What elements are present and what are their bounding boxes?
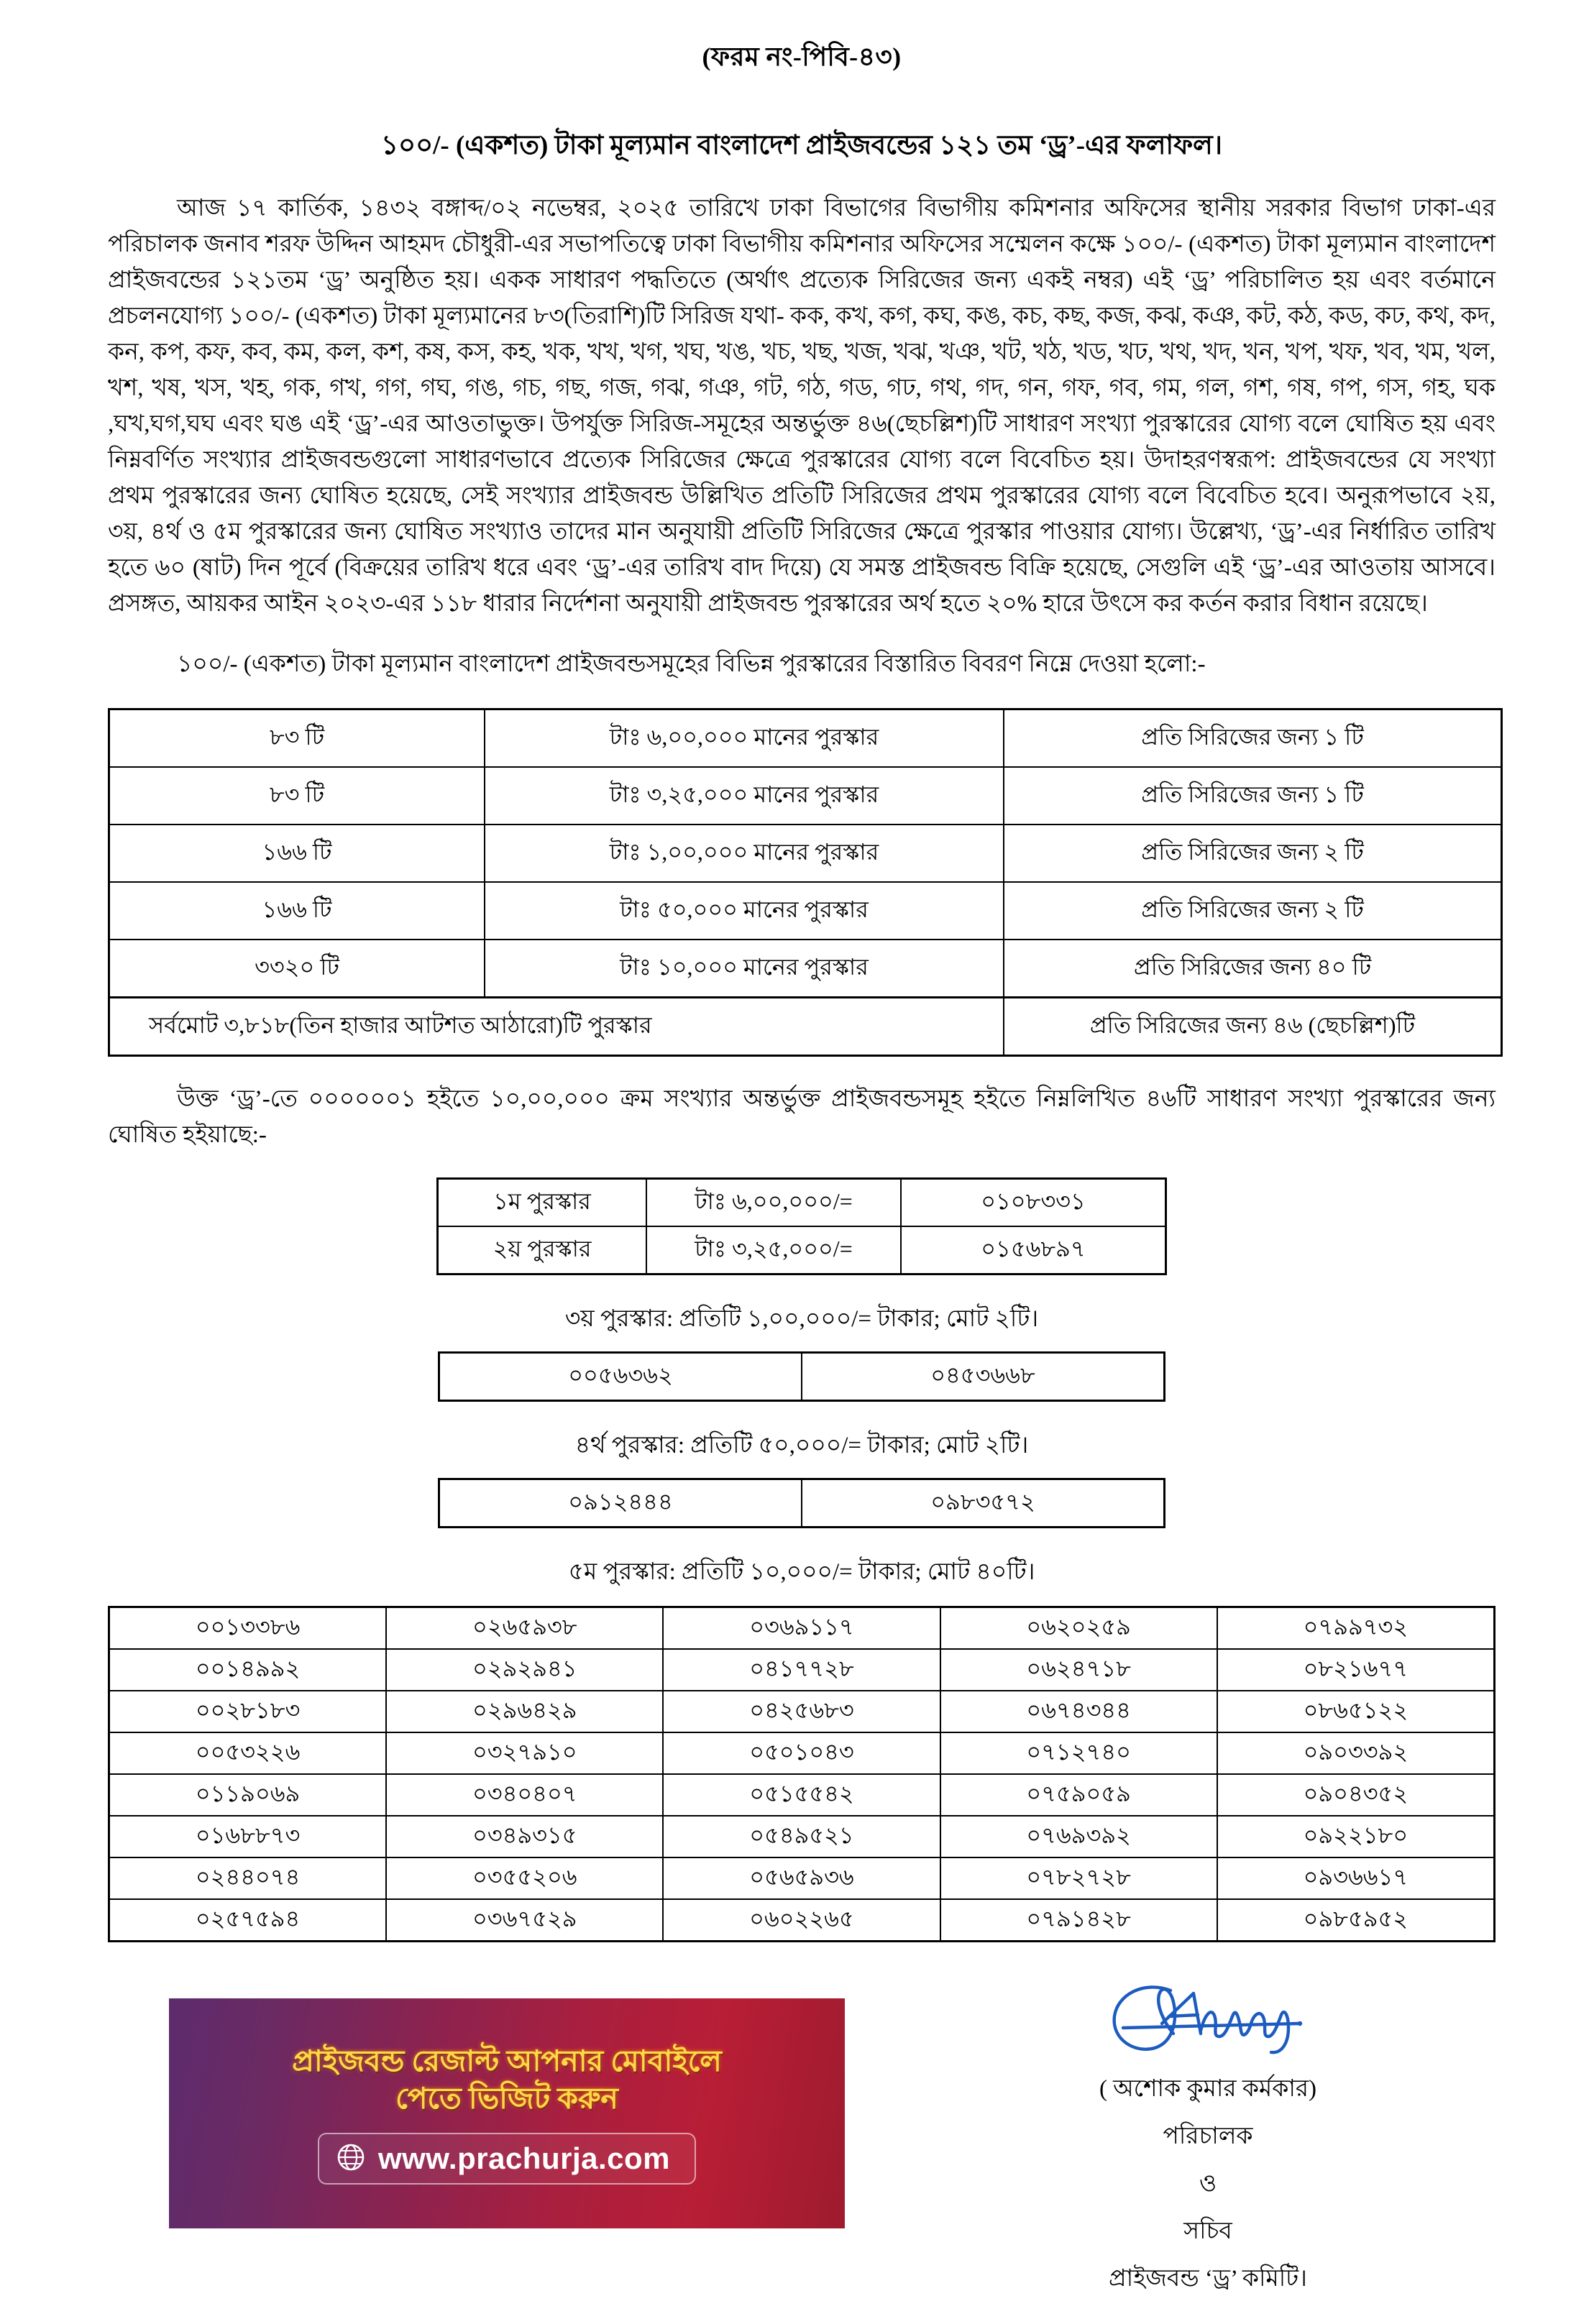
table-row [438,1179,1166,1227]
structure-value: টাঃ ১০,০০০ মানের পুরস্কার [485,940,1004,998]
fifth-prize-number: ০৩৬৭৫২৯ [386,1899,663,1942]
table-row [109,1774,1495,1816]
fifth-prize-number: ০৭১২৭৪০ [940,1732,1217,1774]
signatory-role-secretary: সচিব [1183,2218,1232,2244]
fifth-prize-number: ০৭৮২৭২৮ [940,1857,1217,1899]
fifth-prize-number: ০৫৪৯৫২১ [663,1816,940,1857]
third-prize-number: ০৪৫৩৬৬৮ [802,1353,1165,1401]
fifth-prize-table [108,1606,1495,1942]
structure-count: ১৬৬ টি [109,825,485,882]
fourth-prize-table [438,1478,1165,1528]
signatory-name: ( অশোক কুমার কর্মকার) [1099,2076,1317,2102]
fifth-prize-number: ০৬২৪৭১৮ [940,1649,1217,1691]
table-row [438,1226,1166,1274]
structure-per-series: প্রতি সিরিজের জন্য ৪০ টি [1004,940,1502,998]
fifth-prize-number: ০৯৩৬৬১৭ [1217,1857,1495,1899]
fifth-prize-number: ০৫৬৫৯৩৬ [663,1857,940,1899]
second-prize-label: ২য় পুরস্কার [438,1226,647,1274]
prize-4-wrap [108,1466,1495,1528]
fifth-prize-number: ০৩২৭৯১০ [386,1732,663,1774]
fourth-prize-heading: ৪র্থ পুরস্কার: প্রতিটি ৫০,০০০/= টাকার; মোট ২টি। [574,1433,1029,1459]
intro-paragraph: আজ ১৭ কার্তিক, ১৪৩২ বঙ্গাব্দ/০২ নভেম্বর, ২০২৫ তারিখে ঢাকা বিভাগের বিভাগীয় কমিশনার অফিসের স্থানীয় সরকার বিভাগ ঢাকা-এর পরিচালক জনাব শরফ উদ্দিন আহমদ চৌধুরী-এর সভাপতিত্বে ঢাকা বিভাগীয় কমিশনার অফিসের সম্মেলন কক্ষে ১০০/- (একশত) টাকা মূল্যমান বাংলাদেশ প্রাইজবন্ডের ১২১তম ‘ড্র’ অনুষ্ঠিত হয়। একক সাধারণ পদ্ধতিতে (অর্থাৎ প্রত্যেক সিরিজের জন্য একই নম্বর) এই ‘ড্র’ পরিচালিত হয় এবং বর্তমানে প্রচলনযোগ্য ১০০/- (একশত) টাকা মূল্যমানের ৮৩(তিরাশি)টি সিরিজ যথা- কক, কখ, কগ, কঘ, কঙ, কচ, কছ, কজ, কঝ, কঞ, কট, কঠ, কড, কঢ, কথ, কদ, কন, কপ, কফ, কব, কম, কল, কশ, কষ, কস, কহ, খক, খখ, খগ, খঘ, খঙ, খচ, খছ, খজ, খঝ, খঞ, খট, খঠ, খড, খঢ, খথ, খদ, খন, খপ, খফ, খব, খম, খল, খশ, খষ, খস, খহ, গক, গখ, গগ, গঘ, গঙ, গচ, গছ, গজ, গঝ, গঞ, গট, গঠ, গড, গঢ, গথ, গদ, গন, গফ, গব, গম, গল, গশ, গষ, গপ, গস, গহ, ঘক ,ঘখ,ঘগ,ঘঘ এবং ঘঙ এই ‘ড্র’-এর আওতাভুক্ত। উপর্যুক্ত সিরিজ-সমূহের অন্তর্ভুক্ত ৪৬(ছেচল্লিশ)টি সাধারণ সংখ্যা পুরস্কারের যোগ্য বলে ঘোষিত হয় এবং নিম্নবর্ণিত সংখ্যার প্রাইজবন্ডগুলো সাধারণভাবে প্রত্যেক সিরিজের ক্ষেত্রে পুরস্কারের যোগ্য বলে বিবেচিত হয়। উদাহরণস্বরূপ: প্রাইজবন্ডের যে সংখ্যা প্রথম পুরস্কারের জন্য ঘোষিত হয়েছে, সেই সংখ্যার প্রাইজবন্ড উল্লিখিত প্রতিটি সিরিজের প্রথম পুরস্কারের যোগ্য বলে বিবেচিত হবে। অনুরূপভাবে ২য়, ৩য়, ৪র্থ ও ৫ম পুরস্কারের জন্য ঘোষিত সংখ্যাও তাদের মান অনুযায়ী প্রতিটি সিরিজের ক্ষেত্রে পুরস্কার পাওয়ার যোগ্য। উল্লেখ্য, ‘ড্র’-এর নির্ধারিত তারিখ হতে ৬০ (ষাট) দিন পূর্বে (বিক্রয়ের তারিখ ধরে এবং ‘ড্র’-এর তারিখ বাদ দিয়ে) যে সমস্ত প্রাইজবন্ড বিক্রি হয়েছে, সেগুলি এই ‘ড্র’-এর আওতায় আসবে। প্রসঙ্গত, আয়কর আইন ২০২৩-এর ১১৮ ধারার নির্দেশনা অনুযায়ী প্রাইজবন্ড পুরস্কারের অর্থ হতে ২০% হারে উৎসে কর কর্তন করার বিধান রয়েছে। [108,196,1495,617]
signature-image [920,1973,1495,2067]
fifth-prize-number: ০৩৫৫২০৬ [386,1857,663,1899]
structure-count: ৩৩২০ টি [109,940,485,998]
banner-headline-line2: পেতে ভিজিট করুন [395,2082,618,2115]
third-prize-number: ০০৫৬৩৬২ [439,1353,802,1401]
banner-headline-line1: প্রাইজবন্ড রেজাল্ট আপনার মোবাইলে [292,2044,722,2077]
third-prize-heading: ৩য় পুরস্কার: প্রতিটি ১,০০,০০০/= টাকার; মোট ২টি। [564,1306,1039,1332]
table-row [109,825,1502,882]
structure-count: ৮৩ টি [109,709,485,768]
fifth-prize-number: ০৩৬৯১১৭ [663,1607,940,1650]
fifth-prize-number: ০২৬৫৯৩৮ [386,1607,663,1650]
prize-3-wrap [108,1340,1495,1402]
structure-total-label: সর্বমোট ৩,৮১৮(তিন হাজার আটশত আঠারো)টি পুরস্কার [109,998,1004,1056]
table-row [439,1353,1165,1401]
globe-icon [336,2143,365,2175]
fifth-prize-number: ০৭৫৯০৫৯ [940,1774,1217,1816]
fifth-prize-number: ০৩৪৯৩১৫ [386,1816,663,1857]
form-number: (ফরম নং-পিবি-৪৩) [702,42,902,71]
fifth-prize-number: ০০১৪৯৯২ [109,1649,387,1691]
fifth-prize-number: ০২৯২৯৪১ [386,1649,663,1691]
structure-per-series: প্রতি সিরিজের জন্য ১ টি [1004,709,1502,768]
prize-structure-table [108,708,1503,1057]
document-content [108,0,1495,1942]
fifth-prize-number: ০৮৬৫১২২ [1217,1691,1495,1732]
table-row [109,1816,1495,1857]
signatory-committee: প্রাইজবন্ড ‘ড্র’ কমিটি। [1109,2266,1307,2292]
prize-12-wrap [108,1153,1495,1275]
fifth-prize-number: ০৯০৪৩৫২ [1217,1774,1495,1816]
fifth-prize-number: ০২৯৬৪২৯ [386,1691,663,1732]
structure-value: টাঃ ১,০০,০০০ মানের পুরস্কার [485,825,1004,882]
table-row [109,1691,1495,1732]
fourth-prize-number: ০৯৮৩৫৭২ [802,1479,1165,1528]
fifth-prize-number: ০৮২১৬৭৭ [1217,1649,1495,1691]
fifth-prize-number: ০৪১৭৭২৮ [663,1649,940,1691]
table-row [439,1479,1165,1528]
fifth-prize-number: ০০১৩৩৮৬ [109,1607,387,1650]
fifth-prize-number: ০৫১৫৫৪২ [663,1774,940,1816]
structure-total-per-series: প্রতি সিরিজের জন্য ৪৬ (ছেচল্লিশ)টি [1004,998,1502,1056]
fifth-prize-number: ০১১৯০৬৯ [109,1774,387,1816]
table-row [109,1899,1495,1942]
fifth-prize-number: ০৬৭৪৩৪৪ [940,1691,1217,1732]
structure-per-series: প্রতি সিরিজের জন্য ২ টি [1004,825,1502,882]
structure-count: ১৬৬ টি [109,882,485,940]
page-footer [108,1973,1495,2292]
fifth-prize-number: ০৯০৩৩৯২ [1217,1732,1495,1774]
fourth-prize-number: ০৯১২৪৪৪ [439,1479,802,1528]
table-row [109,1857,1495,1899]
structure-per-series: প্রতি সিরিজের জন্য ২ টি [1004,882,1502,940]
fifth-prize-number: ০৬০২২৬৫ [663,1899,940,1942]
fifth-prize-number: ০৯২২১৮০ [1217,1816,1495,1857]
structure-value: টাঃ ৩,২৫,০০০ মানের পুরস্কার [485,767,1004,825]
signatory-role-director: পরিচালক [1163,2123,1253,2149]
fifth-prize-heading: ৫ম পুরস্কার: প্রতিটি ১০,০০০/= টাকার; মোট ৪০টি। [568,1559,1035,1585]
second-prize-number: ০১৫৬৮৯৭ [901,1226,1166,1274]
structure-value: টাঃ ৫০,০০০ মানের পুরস্কার [485,882,1004,940]
signatory-role-conjunction: ও [1199,2171,1217,2197]
table-row [109,709,1502,768]
fifth-prize-number: ০১৬৮৮৭৩ [109,1816,387,1857]
first-prize-number: ০১০৮৩৩১ [901,1179,1166,1227]
signature-block [920,1973,1495,2300]
table-row [109,882,1502,940]
prize-first-second-table [436,1177,1167,1275]
promo-banner[interactable] [169,1998,845,2228]
fifth-prize-number: ০২৫৭৫৯৪ [109,1899,387,1942]
page-title: ১০০/- (একশত) টাকা মূল্যমান বাংলাদেশ প্রাইজবন্ডের ১২১ তম ‘ড্র’-এর ফলাফল। [381,131,1222,160]
fifth-prize-number: ০৬২০২৫৯ [940,1607,1217,1650]
table-row [109,1607,1495,1650]
banner-url-text: www.prachurja.com [377,2141,671,2175]
table-row-total [109,998,1502,1056]
fifth-prize-number: ০০২৮১৮৩ [109,1691,387,1732]
fifth-prize-number: ০৩৪০৪০৭ [386,1774,663,1816]
table-row [109,940,1502,998]
fifth-prize-number: ০০৫৩২২৬ [109,1732,387,1774]
banner-url-pill[interactable] [318,2133,696,2185]
table-row [109,767,1502,825]
fifth-prize-number: ০৫০১০৪৩ [663,1732,940,1774]
fifth-prize-number: ০৯৮৫৯৫২ [1217,1899,1495,1942]
table-row [109,1732,1495,1774]
fifth-prize-number: ০৭৯১৪২৮ [940,1899,1217,1942]
fifth-prize-number: ০৭৬৯৩৯২ [940,1816,1217,1857]
first-prize-amount: টাঃ ৬,০০,০০০/= [646,1179,901,1227]
fifth-prize-number: ০৪২৫৬৮৩ [663,1691,940,1732]
structure-count: ৮৩ টি [109,767,485,825]
draw-range-paragraph: উক্ত ‘ড্র’-তে ০০০০০০১ হইতে ১০,০০,০০০ ক্রম সংখ্যার অন্তর্ভুক্ত প্রাইজবন্ডসমূহ হইতে নিম্নলিখিত ৪৬টি সাধারণ সংখ্যা পুরস্কারের জন্য ঘোষিত হইয়াছে:- [108,1086,1495,1148]
fifth-prize-number: ০৭৯৯৭৩২ [1217,1607,1495,1650]
second-prize-amount: টাঃ ৩,২৫,০০০/= [646,1226,901,1274]
structure-per-series: প্রতি সিরিজের জন্য ১ টি [1004,767,1502,825]
table-row [109,1649,1495,1691]
first-prize-label: ১ম পুরস্কার [438,1179,647,1227]
fifth-prize-number: ০২৪৪০৭৪ [109,1857,387,1899]
structure-value: টাঃ ৬,০০,০০০ মানের পুরস্কার [485,709,1004,768]
prize-details-lead: ১০০/- (একশত) টাকা মূল্যমান বাংলাদেশ প্রাইজবন্ডসমূহের বিভিন্ন পুরস্কারের বিস্তারিত বিবরণ নিম্নে দেওয়া হলো:- [177,651,1206,677]
third-prize-table [438,1351,1165,1402]
